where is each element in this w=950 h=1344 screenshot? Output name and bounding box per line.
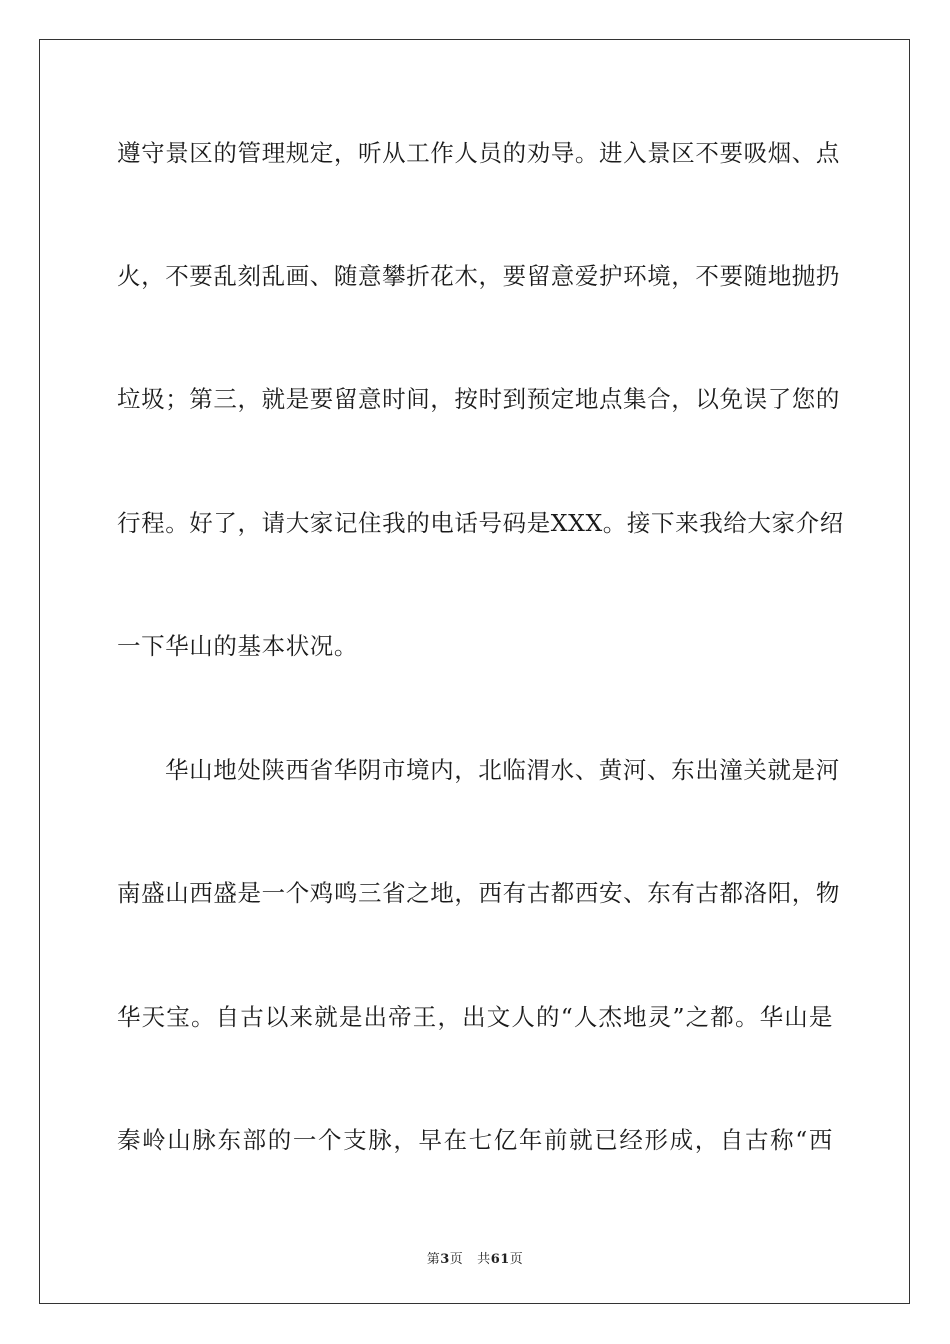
text-line-1: 遵守景区的管理规定，听从工作人员的劝导。进入景区不要吸烟、点 <box>117 139 840 167</box>
page-footer <box>0 1248 950 1267</box>
text-line-7: 南盛山西盛是一个鸡鸣三省之地，西有古都西安、东有古都洛阳，物 <box>117 879 840 907</box>
text-line-2: 火，不要乱刻乱画、随意攀折花木，要留意爱护环境，不要随地抛扔 <box>117 262 840 290</box>
text-line-5: 一下华山的基本状况。 <box>117 632 358 660</box>
text-line-6-paragraph-start: 华山地处陕西省华阴市境内，北临渭水、黄河、东出潼关就是河 <box>165 756 840 784</box>
footer-prefix: 第 <box>426 1252 441 1267</box>
footer-current-page: 3 <box>440 1252 450 1267</box>
footer-total-pages: 61 <box>490 1252 510 1267</box>
footer-total-prefix: 共 <box>477 1252 491 1267</box>
footer-page-unit: 页 <box>449 1252 464 1267</box>
footer-total-unit: 页 <box>509 1252 524 1267</box>
page-border <box>39 39 910 1304</box>
text-line-8: 华天宝。自古以来就是出帝王，出文人的“人杰地灵”之都。华山是 <box>117 1003 833 1031</box>
text-line-3: 垃圾；第三，就是要留意时间，按时到预定地点集合，以免误了您的 <box>117 385 840 413</box>
text-line-4: 行程。好了，请大家记住我的电话号码是XXX。接下来我给大家介绍 <box>117 509 844 537</box>
text-line-9: 秦岭山脉东部的一个支脉，早在七亿年前就已经形成，自古称“西 <box>117 1126 833 1154</box>
